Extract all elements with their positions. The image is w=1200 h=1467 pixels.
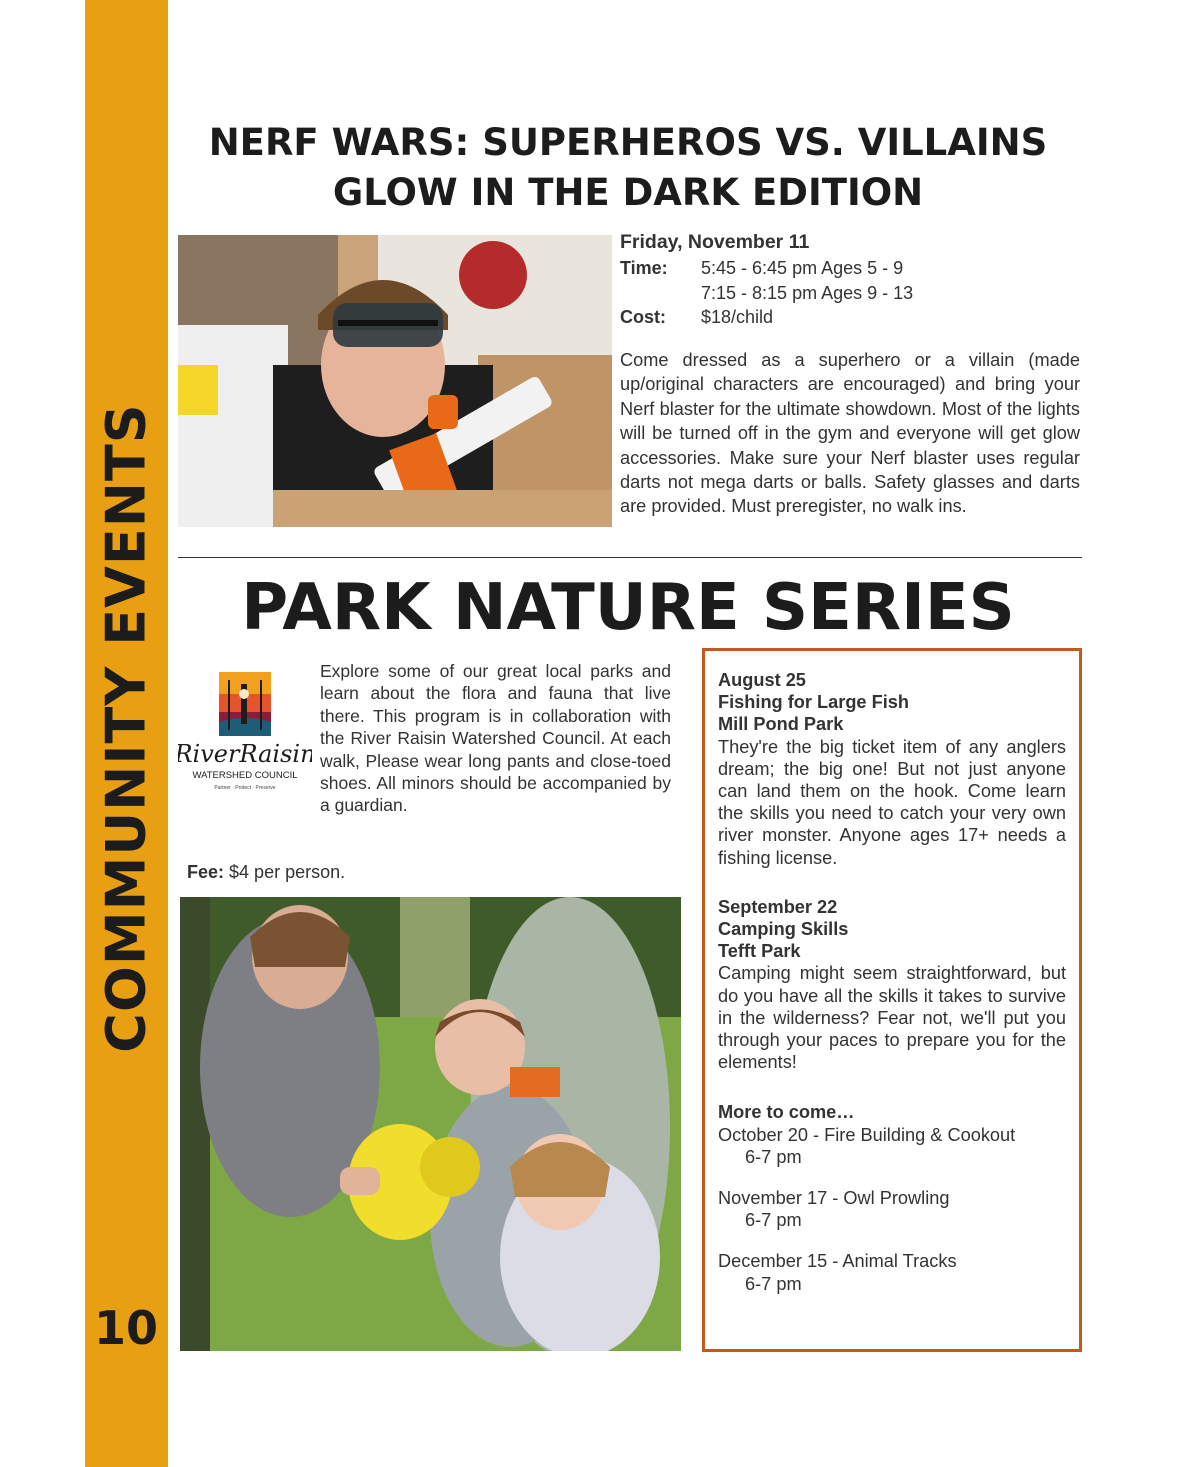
more-to-come-heading: More to come… <box>718 1102 855 1123</box>
nerf-photo <box>178 235 612 527</box>
section-divider <box>178 557 1082 558</box>
park-intro: Explore some of our great local parks and learn about the flora and fauna that live there. This program is in collaboration with the River Raisin Watershed Council. At each walk, Please wear long pants and close-toed shoes. All minors should be accompanied by a guardian. <box>320 661 671 816</box>
event-1-date: August 25 <box>718 670 806 690</box>
event-1-title: Fishing for Large Fish <box>718 692 909 713</box>
park-title: PARK NATURE SERIES <box>241 571 1015 645</box>
upcoming-1-time: 6-7 pm <box>745 1146 802 1167</box>
section-label: COMMUNITY EVENTS <box>94 403 158 1053</box>
nerf-time-2: 7:15 - 8:15 pm Ages 9 - 13 <box>701 283 914 303</box>
nerf-description: Come dressed as a superhero or a villain (made up/original characters are encouraged) and bring your Nerf blaster for the ultimate showdown. Most of the lights will be turned off in the gym and everyone will get glow accessories. Make sure your Nerf blaster uses regular darts not mega darts or balls. Safety glasses and darts are provided. Must preregister, no walk ins. <box>620 350 1080 517</box>
upcoming-2-name: November 17 - Owl Prowling <box>718 1188 950 1209</box>
event-1-description: They're the big ticket item of any anglers dream; the big one! But not just anyone can land them on the hook. Come learn the skills you need to catch your very own river monster. Anyone ages 17+ needs a fishing license. <box>718 736 1066 868</box>
nerf-cost-label: Cost: <box>620 307 666 327</box>
upcoming-3-time: 6-7 pm <box>745 1273 802 1294</box>
nerf-title <box>178 118 1078 218</box>
logo-subtext: WATERSHED COUNCIL <box>192 770 298 781</box>
event-2-description: Camping might seem straightforward, but do you have all the skills it takes to survive in the wilderness? Fear not, we'll put you through your paces to prepare you for the elements! <box>718 963 1066 1073</box>
logo-wordmark: RiverRaisin <box>178 740 312 768</box>
nerf-title-line1: NERF WARS: SUPERHEROS VS. VILLAINS <box>208 121 1048 164</box>
nerf-time-row-1 <box>620 256 1080 280</box>
nerf-date: Friday, November 11 <box>620 231 810 253</box>
nerf-cost-row <box>620 305 1080 329</box>
page-number: 10 <box>93 1301 158 1355</box>
nerf-cost: $18/child <box>701 307 774 327</box>
park-photo <box>180 897 681 1351</box>
event-2-title: Camping Skills <box>718 919 849 940</box>
nerf-title-line2: GLOW IN THE DARK EDITION <box>332 171 924 214</box>
event-1 <box>718 669 1066 869</box>
event-1-location: Mill Pond Park <box>718 714 844 735</box>
river-raisin-logo <box>178 670 312 795</box>
upcoming-item <box>718 1124 1066 1168</box>
nerf-time-label: Time: <box>620 258 668 278</box>
park-fee-value: $4 per person. <box>229 862 346 882</box>
event-2 <box>718 896 1066 1074</box>
upcoming-item <box>718 1187 1066 1231</box>
park-fee-label: Fee: <box>187 862 225 882</box>
nerf-time-1: 5:45 - 6:45 pm Ages 5 - 9 <box>701 258 904 278</box>
nerf-time-row-2 <box>620 281 1080 305</box>
event-2-location: Tefft Park <box>718 941 801 962</box>
upcoming-item <box>718 1250 1066 1294</box>
upcoming-1-name: October 20 - Fire Building & Cookout <box>718 1124 1016 1145</box>
park-fee <box>187 862 345 883</box>
event-2-date: September 22 <box>718 896 838 917</box>
upcoming-2-time: 6-7 pm <box>745 1210 802 1231</box>
upcoming-3-name: December 15 - Animal Tracks <box>718 1251 957 1272</box>
logo-tagline: Partner · Protect · Preserve <box>214 785 276 791</box>
park-events-box <box>702 648 1082 1352</box>
